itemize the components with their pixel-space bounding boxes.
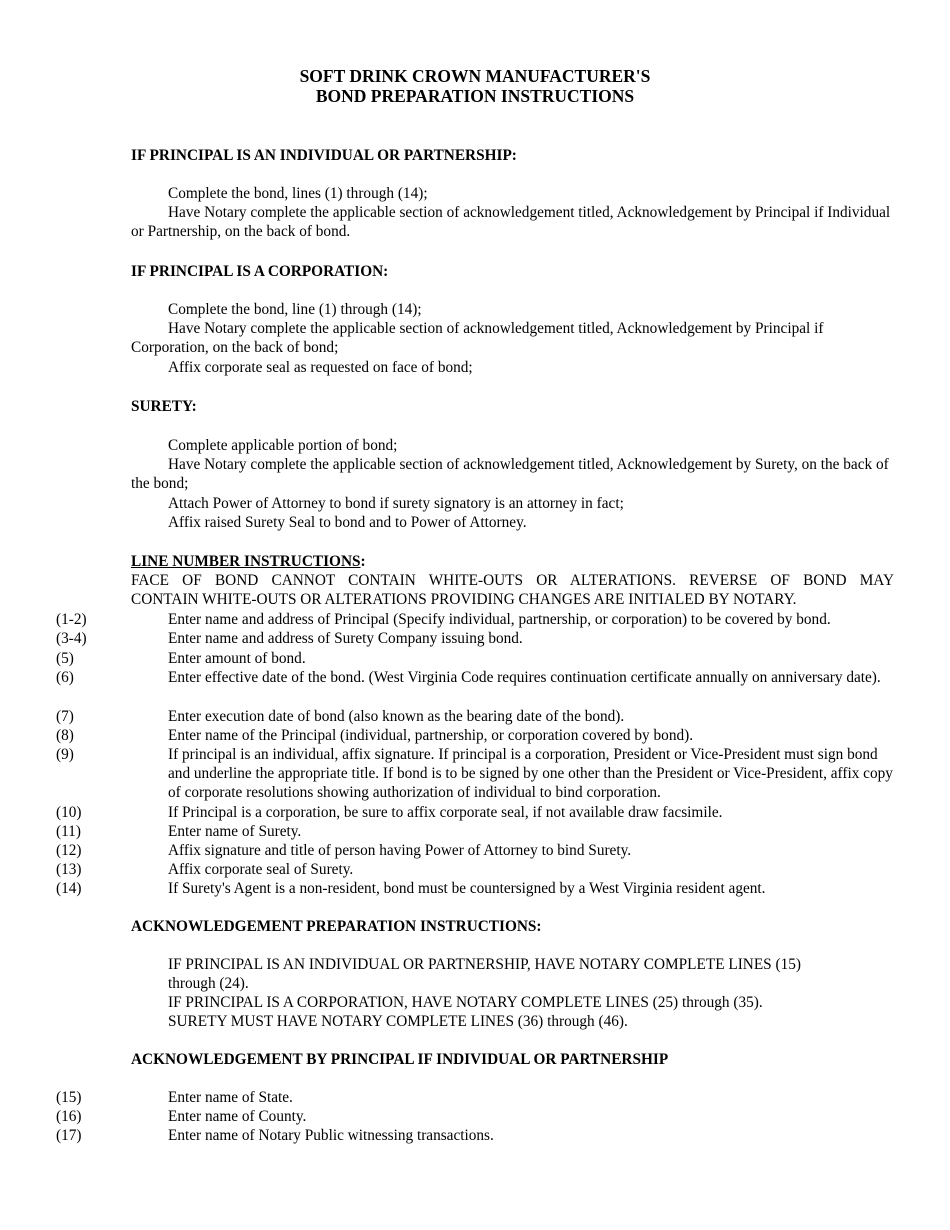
line-text: If Surety's Agent is a non-resident, bond must be countersigned by a West Virginia resident agent. <box>168 880 766 897</box>
ack-prep-line-2: IF PRINCIPAL IS A CORPORATION, HAVE NOTARY COMPLETE LINES (25) through (35). <box>168 994 763 1011</box>
line-number: (13) <box>56 861 82 878</box>
line-number: (11) <box>56 823 81 840</box>
line-number: (16) <box>56 1108 82 1125</box>
line-number: (8) <box>56 727 74 744</box>
line-number: (15) <box>56 1089 82 1106</box>
line-number: (1-2) <box>56 611 87 628</box>
line-text: If Principal is a corporation, be sure to affix corporate seal, if not available draw facsimile. <box>168 804 723 821</box>
surety-paragraph-2: Have Notary complete the applicable section of acknowledgement titled, Acknowledgement by Surety, on the back of the bond; <box>131 456 889 493</box>
ack-individual-heading: ACKNOWLEDGEMENT BY PRINCIPAL IF INDIVIDUAL OR PARTNERSHIP <box>131 1051 669 1068</box>
ack-prep-line-3: SURETY MUST HAVE NOTARY COMPLETE LINES (36) through (46). <box>168 1013 628 1030</box>
line-number: (5) <box>56 650 74 667</box>
line-text: Enter name of County. <box>168 1108 307 1125</box>
line-number: (17) <box>56 1127 82 1144</box>
document-title-line2: BOND PREPARATION INSTRUCTIONS <box>315 86 635 106</box>
line-number: (3-4) <box>56 630 87 647</box>
line-instructions-heading-text: LINE NUMBER INSTRUCTIONS <box>131 553 361 570</box>
corporation-heading: IF PRINCIPAL IS A CORPORATION: <box>131 263 389 280</box>
line-text: If principal is an individual, affix signature. If principal is a corporation, President or Vice-President must sign bond and underline the appropriate title. If bond is to be signed by one other than the President or Vice-President, affix copy of corporate resolutions showing authorization of individual to bind corporation. <box>168 746 893 802</box>
document-title-line1: SOFT DRINK CROWN MANUFACTURER'S <box>299 66 651 86</box>
individual-heading: IF PRINCIPAL IS AN INDIVIDUAL OR PARTNERSHIP: <box>131 147 517 164</box>
line-number: (7) <box>56 708 74 725</box>
corporation-paragraph-2: Have Notary complete the applicable section of acknowledgement titled, Acknowledgement by Principal if Corporation, on the back of bond; <box>131 320 824 357</box>
line-number: (10) <box>56 804 82 821</box>
line-instructions-note-1: FACE OF BOND CANNOT CONTAIN WHITE-OUTS OR ALTERATIONS. REVERSE OF BOND MAY <box>131 572 894 589</box>
surety-paragraph-3: Attach Power of Attorney to bond if surety signatory is an attorney in fact; <box>168 495 624 512</box>
surety-heading: SURETY: <box>131 398 197 415</box>
line-instructions-heading-colon: : <box>360 553 366 570</box>
line-instructions-heading <box>131 552 366 571</box>
line-instructions-note-2: CONTAIN WHITE-OUTS OR ALTERATIONS PROVIDING CHANGES ARE INITIALED BY NOTARY. <box>131 591 797 608</box>
individual-paragraph-2: Have Notary complete the applicable section of acknowledgement titled, Acknowledgement by Principal if Individual or Partnership, on the back of bond. <box>131 204 891 241</box>
line-text: Affix corporate seal of Surety. <box>168 861 354 878</box>
line-text: Affix signature and title of person having Power of Attorney to bind Surety. <box>168 842 632 859</box>
surety-paragraph-1: Complete applicable portion of bond; <box>168 437 398 454</box>
line-number: (6) <box>56 669 74 686</box>
line-text: Enter name and address of Surety Company issuing bond. <box>168 630 523 647</box>
line-number: (9) <box>56 746 74 763</box>
corporation-paragraph-3: Affix corporate seal as requested on face of bond; <box>168 359 473 376</box>
line-number: (12) <box>56 842 82 859</box>
corporation-paragraph-1: Complete the bond, line (1) through (14); <box>168 301 422 318</box>
ack-prep-heading: ACKNOWLEDGEMENT PREPARATION INSTRUCTIONS: <box>131 918 542 935</box>
line-text: Enter name and address of Principal (Specify individual, partnership, or corporation) to be covered by bond. <box>168 611 831 628</box>
individual-paragraph-1: Complete the bond, lines (1) through (14); <box>168 185 428 202</box>
line-text: Enter name of State. <box>168 1089 293 1106</box>
line-text: Enter name of the Principal (individual, partnership, or corporation covered by bond). <box>168 727 694 744</box>
ack-prep-line-1: IF PRINCIPAL IS AN INDIVIDUAL OR PARTNERSHIP, HAVE NOTARY COMPLETE LINES (15) through (24). <box>168 956 802 993</box>
line-text: Enter name of Notary Public witnessing transactions. <box>168 1127 494 1144</box>
line-text: Enter name of Surety. <box>168 823 302 840</box>
line-text: Enter execution date of bond (also known as the bearing date of the bond). <box>168 708 625 725</box>
line-number: (14) <box>56 880 82 897</box>
surety-paragraph-4: Affix raised Surety Seal to bond and to Power of Attorney. <box>168 514 527 531</box>
line-text: Enter amount of bond. <box>168 650 306 667</box>
line-text: Enter effective date of the bond. (West Virginia Code requires continuation certificate annually on anniversary date). <box>168 669 881 686</box>
